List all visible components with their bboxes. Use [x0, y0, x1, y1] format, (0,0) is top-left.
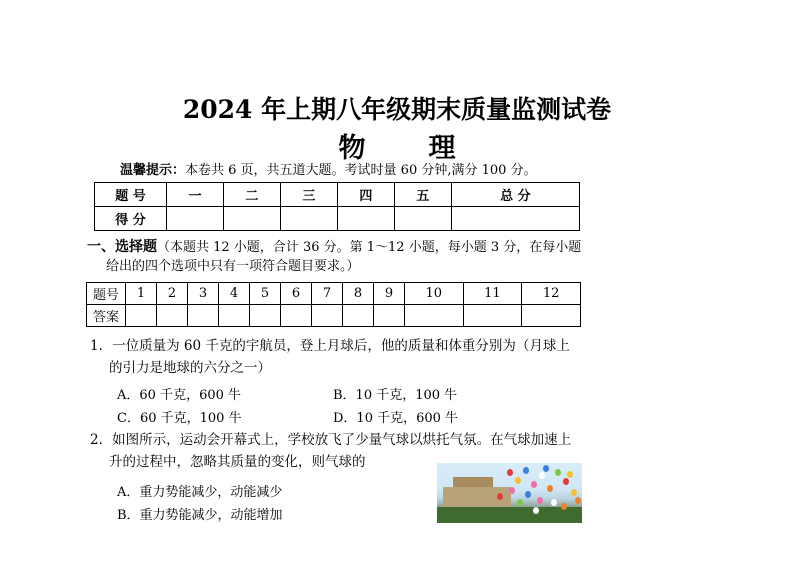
section-intro-line1: （本题共 12 小题，合计 36 分。第 1～12 小题，每小题 3 分，在每小题: [157, 240, 582, 255]
score-cell: 总 分: [451, 183, 579, 207]
section-intro-line2: 给出的四个选项中只有一项符合题目要求。）: [106, 259, 360, 274]
answer-cell: 5: [250, 283, 281, 305]
balloon-shape: [523, 467, 529, 474]
trees-shape: [437, 507, 582, 523]
score-cell: 题 号: [95, 183, 167, 207]
score-header-row: [95, 183, 580, 207]
balloon-shape: [539, 472, 545, 479]
answer-empty-cell[interactable]: [281, 305, 312, 327]
balloon-shape: [547, 485, 553, 492]
answer-empty-cell[interactable]: [343, 305, 374, 327]
answer-empty-cell[interactable]: [312, 305, 343, 327]
balloon-shape: [543, 465, 549, 472]
balloon-shape: [525, 491, 531, 498]
score-value-row: [95, 207, 580, 231]
answer-value-row: [87, 305, 581, 327]
answer-cell: 答案: [87, 305, 126, 327]
answer-cell: 题号: [87, 283, 126, 305]
balloon-shape: [515, 477, 521, 484]
answer-cell: 10: [405, 283, 464, 305]
answer-empty-cell[interactable]: [157, 305, 188, 327]
question-1-line2: 的引力是地球的六分之一）: [109, 360, 271, 376]
score-cell: 二: [223, 183, 280, 207]
score-cell: 得 分: [95, 207, 167, 231]
answer-cell: 4: [219, 283, 250, 305]
score-empty-cell[interactable]: [451, 207, 579, 231]
balloon-shape: [575, 497, 581, 504]
balloon-shape: [571, 489, 577, 496]
q1-option-b: B．10 千克，100 牛: [333, 388, 458, 403]
answer-empty-cell[interactable]: [374, 305, 405, 327]
question-2-line2: 升的过程中，忽略其质量的变化，则气球的: [109, 454, 366, 470]
balloon-shape: [551, 499, 557, 506]
score-table: [94, 182, 580, 231]
answer-cell: 7: [312, 283, 343, 305]
score-cell: 四: [337, 183, 394, 207]
answer-cell: 11: [463, 283, 522, 305]
section-heading: 一、选择题: [87, 239, 157, 255]
answer-empty-cell[interactable]: [126, 305, 157, 327]
score-empty-cell[interactable]: [337, 207, 394, 231]
balloon-shape: [563, 478, 569, 485]
q2-option-a: A．重力势能减少，动能减少: [117, 485, 283, 500]
score-empty-cell[interactable]: [280, 207, 337, 231]
q1-option-a: A．60 千克，600 牛: [117, 388, 242, 403]
answer-cell: 9: [374, 283, 405, 305]
score-empty-cell[interactable]: [223, 207, 280, 231]
answer-cell: 6: [281, 283, 312, 305]
balloon-shape: [567, 471, 573, 478]
answer-cell: 3: [188, 283, 219, 305]
balloon-photo: [437, 463, 582, 523]
score-empty-cell[interactable]: [394, 207, 451, 231]
balloon-shape: [533, 507, 539, 514]
score-cell: 五: [394, 183, 451, 207]
exam-tip: [120, 159, 537, 178]
score-empty-cell[interactable]: [167, 207, 224, 231]
answer-empty-cell[interactable]: [219, 305, 250, 327]
q1-option-c: C．60 千克，100 牛: [117, 411, 242, 426]
tip-text: 本卷共 6 页，共五道大题。考试时量 60 分钟,满分 100 分。: [185, 163, 537, 178]
balloon-shape: [561, 503, 567, 510]
balloon-shape: [531, 481, 537, 488]
answer-table: [86, 282, 581, 327]
section-1-intro: [87, 238, 607, 276]
answer-cell: 1: [126, 283, 157, 305]
subject-char-1: 物: [338, 133, 366, 164]
balloon-shape: [555, 469, 561, 476]
balloon-shape: [507, 469, 513, 476]
answer-cell: 2: [157, 283, 188, 305]
answer-empty-cell[interactable]: [463, 305, 522, 327]
answer-empty-cell[interactable]: [405, 305, 464, 327]
tip-label: 温馨提示：: [120, 163, 186, 178]
score-cell: 一: [167, 183, 224, 207]
balloon-shape: [509, 487, 515, 494]
question-1-line1: 1．一位质量为 60 千克的宇航员，登上月球后，他的质量和体重分别为（月球上: [90, 338, 570, 354]
q2-option-b: B．重力势能减少，动能增加: [117, 508, 283, 523]
question-1: [90, 335, 600, 379]
answer-number-row: [87, 283, 581, 305]
answer-cell: 12: [522, 283, 581, 305]
balloon-shape: [517, 499, 523, 506]
score-cell: 三: [280, 183, 337, 207]
question-2-line1: 2．如图所示，运动会开幕式上，学校放飞了少量气球以烘托气氛。在气球加速上: [90, 432, 572, 448]
answer-empty-cell[interactable]: [250, 305, 281, 327]
answer-cell: 8: [343, 283, 374, 305]
answer-empty-cell[interactable]: [188, 305, 219, 327]
exam-title: 2024 年上期八年级期末质量监测试卷: [182, 95, 612, 124]
answer-empty-cell[interactable]: [522, 305, 581, 327]
q1-option-d: D．10 千克，600 牛: [333, 411, 459, 426]
balloon-shape: [497, 493, 503, 500]
balloon-shape: [537, 497, 543, 504]
subject-char-2: 理: [428, 133, 456, 164]
